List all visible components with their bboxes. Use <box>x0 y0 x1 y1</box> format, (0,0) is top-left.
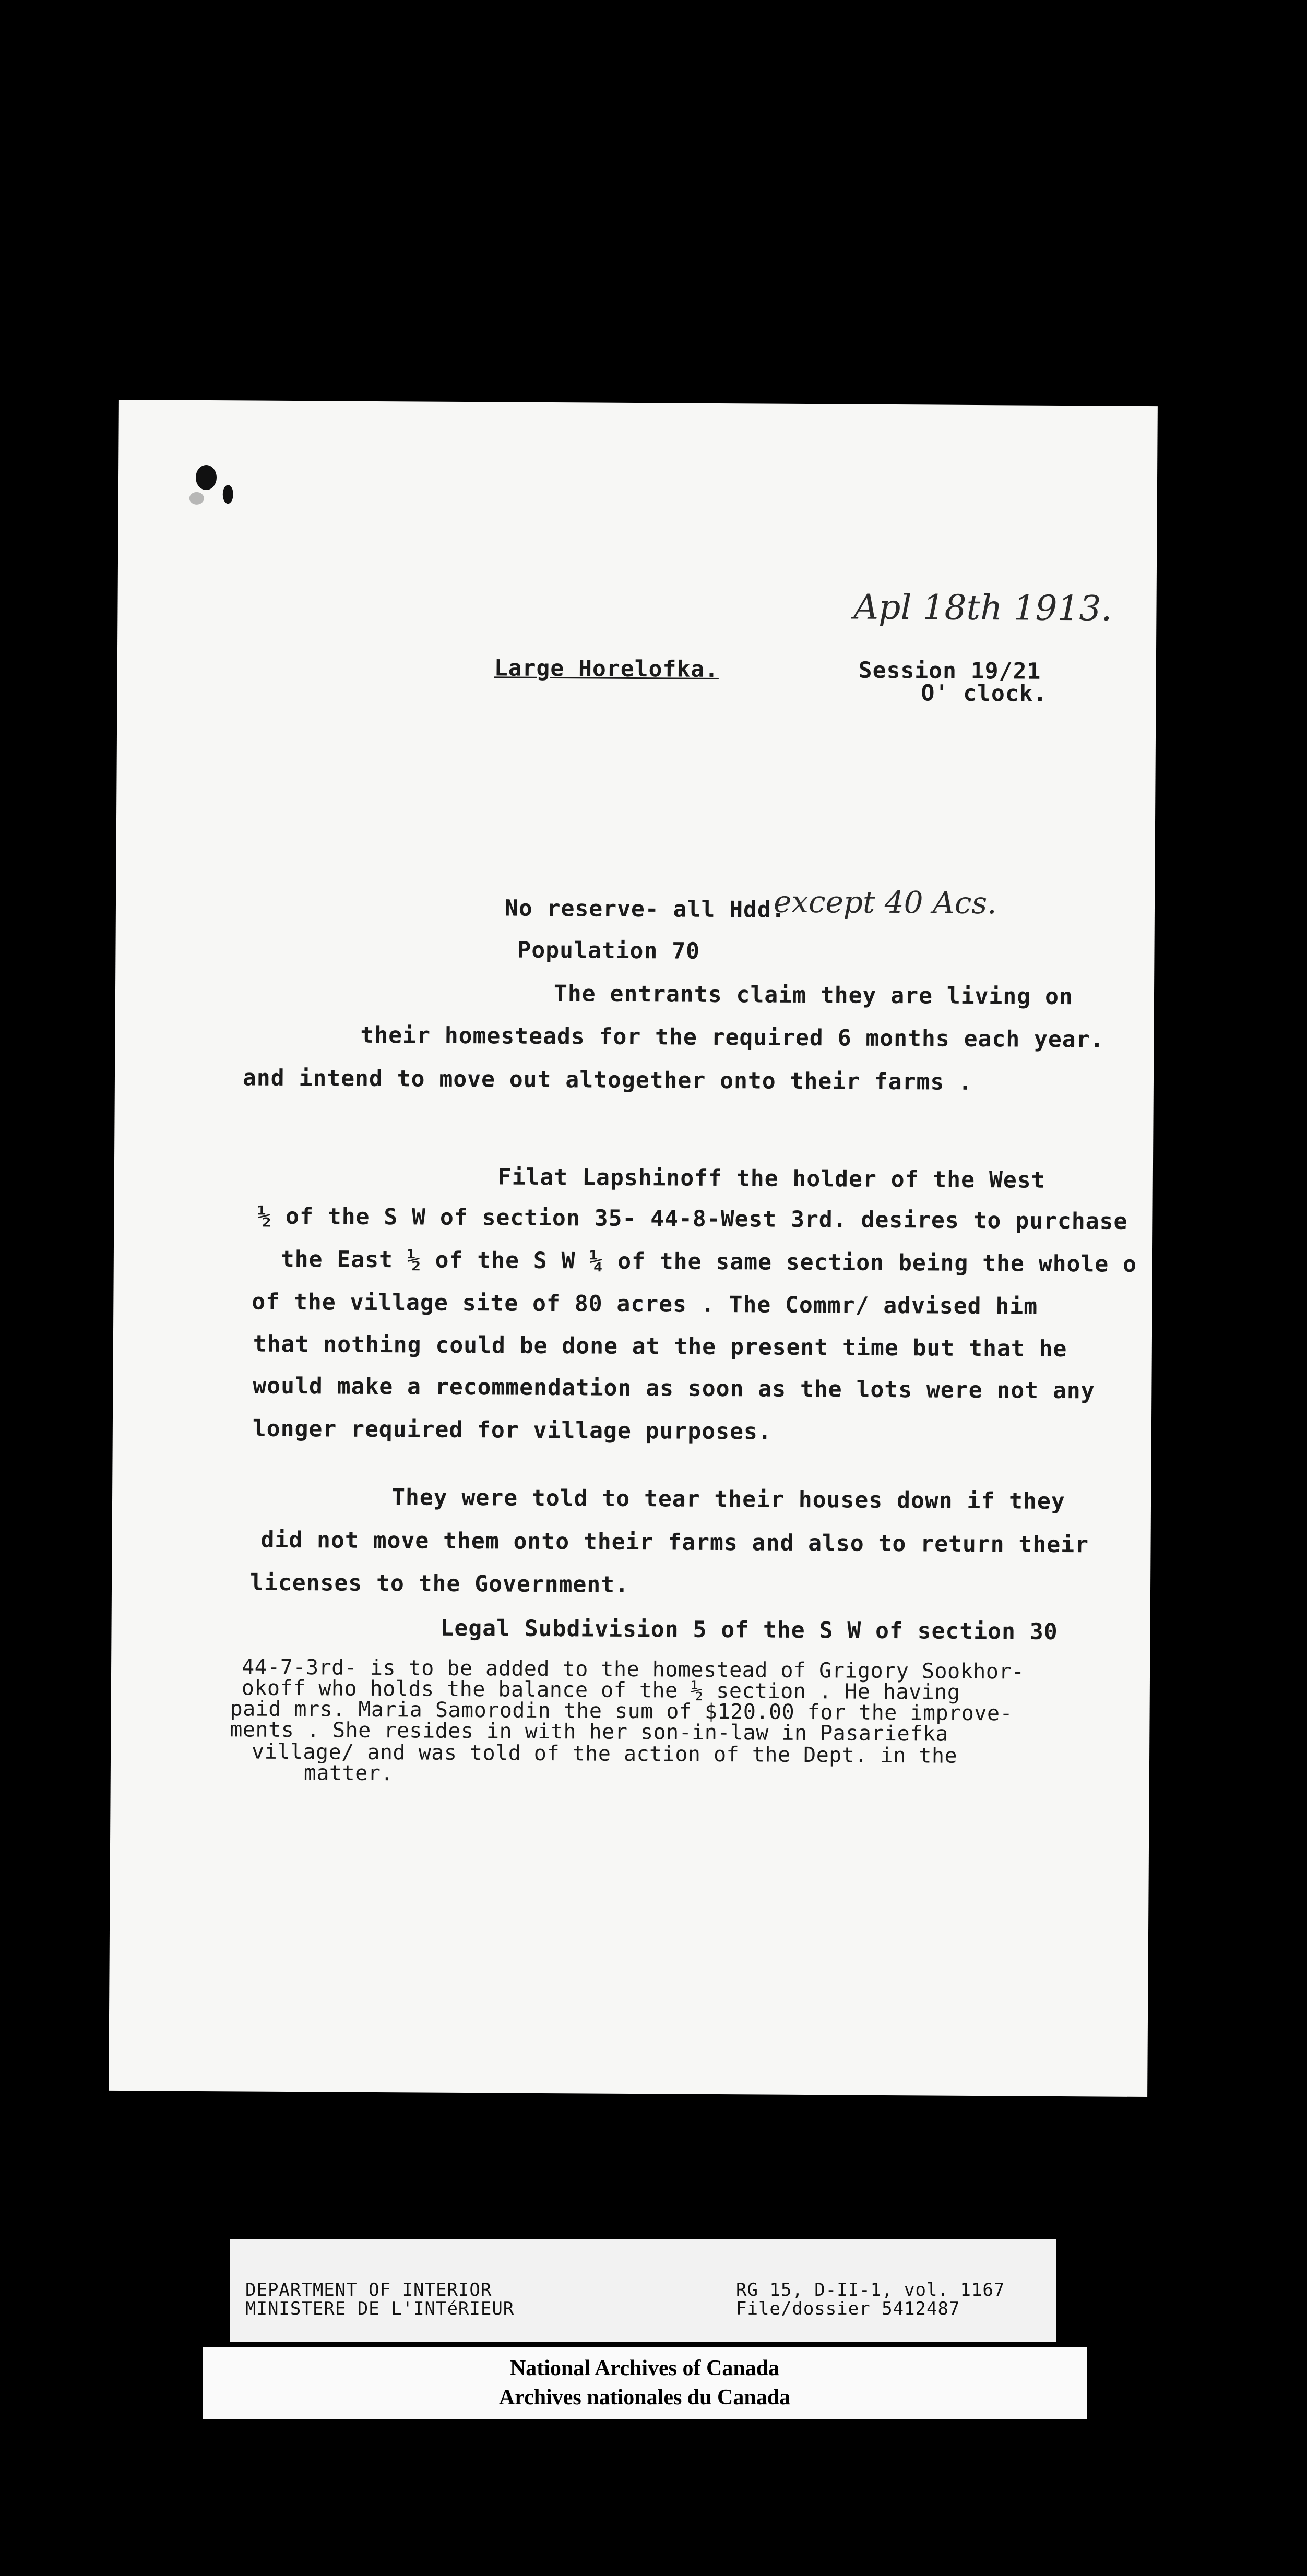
banner-line-fr: Archives nationales du Canada <box>498 2386 791 2410</box>
paragraph-2-line: that nothing could be done at the present time but that he <box>253 1331 1067 1363</box>
paragraph-4-line: village/ and was told of the action of the Dept. in the <box>251 1739 958 1768</box>
ink-blot-mark <box>186 462 249 515</box>
paragraph-1-line: their homesteads for the required 6 months each year. <box>360 1022 1104 1053</box>
paragraph-4-line: matter. <box>303 1761 394 1786</box>
archive-reference-label <box>230 2239 1056 2342</box>
paragraph-4-line: okoff who holds the balance of the ½ section . He having <box>241 1676 960 1704</box>
paragraph-3-line: did not move them onto their farms and also to return their <box>260 1526 1089 1558</box>
department-name-en: DEPARTMENT OF INTERIOR <box>245 2280 492 2300</box>
banner-line-en: National Archives of Canada <box>509 2356 780 2380</box>
paragraph-4-line: ments . She resides in with her son-in-law in Pasariefka <box>230 1718 949 1746</box>
national-archives-banner <box>203 2347 1087 2419</box>
paragraph-4-line: paid mrs. Maria Samorodin the sum of $120.00 for the improve- <box>230 1697 1013 1726</box>
paragraph-2-line: would make a recommendation as soon as the lots were not any <box>253 1373 1095 1404</box>
paragraph-2-line: of the village site of 80 acres . The Commr/ advised him <box>252 1289 1038 1320</box>
handwritten-date: Apl 18th 1913. <box>853 587 1112 629</box>
paragraph-3-line: licenses to the Government. <box>249 1569 629 1598</box>
place-heading: Large Horelofka. <box>494 655 719 683</box>
department-name-fr: MINISTERE DE L'INTéRIEUR <box>245 2298 515 2319</box>
paragraph-2-line: Filat Lapshinoff the holder of the West <box>497 1164 1045 1194</box>
reserve-handwritten-note: except 40 Acs. <box>773 884 997 921</box>
reserve-line: No reserve- all Hdd. <box>504 895 786 923</box>
paragraph-1-line: and intend to move out altogether onto their farms . <box>242 1065 973 1095</box>
archive-reference-line-1: RG 15, D-II-1, vol. 1167 <box>736 2280 1005 2300</box>
paragraph-2-line: longer required for village purposes. <box>252 1415 772 1445</box>
archive-reference-line-2: File/dossier 5412487 <box>736 2298 960 2319</box>
paragraph-3-line: They were told to tear their houses down if they <box>391 1484 1065 1515</box>
session-line-1: Session 19/21 <box>858 657 1041 685</box>
paragraph-2-line: ½ of the S W of section 35- 44-8-West 3rd. desires to purchase <box>257 1203 1128 1235</box>
document-page <box>109 400 1158 2097</box>
paragraph-4-line: 44-7-3rd- is to be added to the homestead of Grigory Sookhor- <box>241 1655 1025 1684</box>
paragraph-2-line: the East ½ of the S W ¼ of the same section being the whole o <box>280 1246 1137 1278</box>
paragraph-4-heading: Legal Subdivision 5 of the S W of section 30 <box>440 1615 1058 1645</box>
paragraph-1-line: The entrants claim they are living on <box>553 981 1073 1010</box>
session-line-2: O' clock. <box>921 680 1048 707</box>
population-line: Population 70 <box>517 937 700 964</box>
